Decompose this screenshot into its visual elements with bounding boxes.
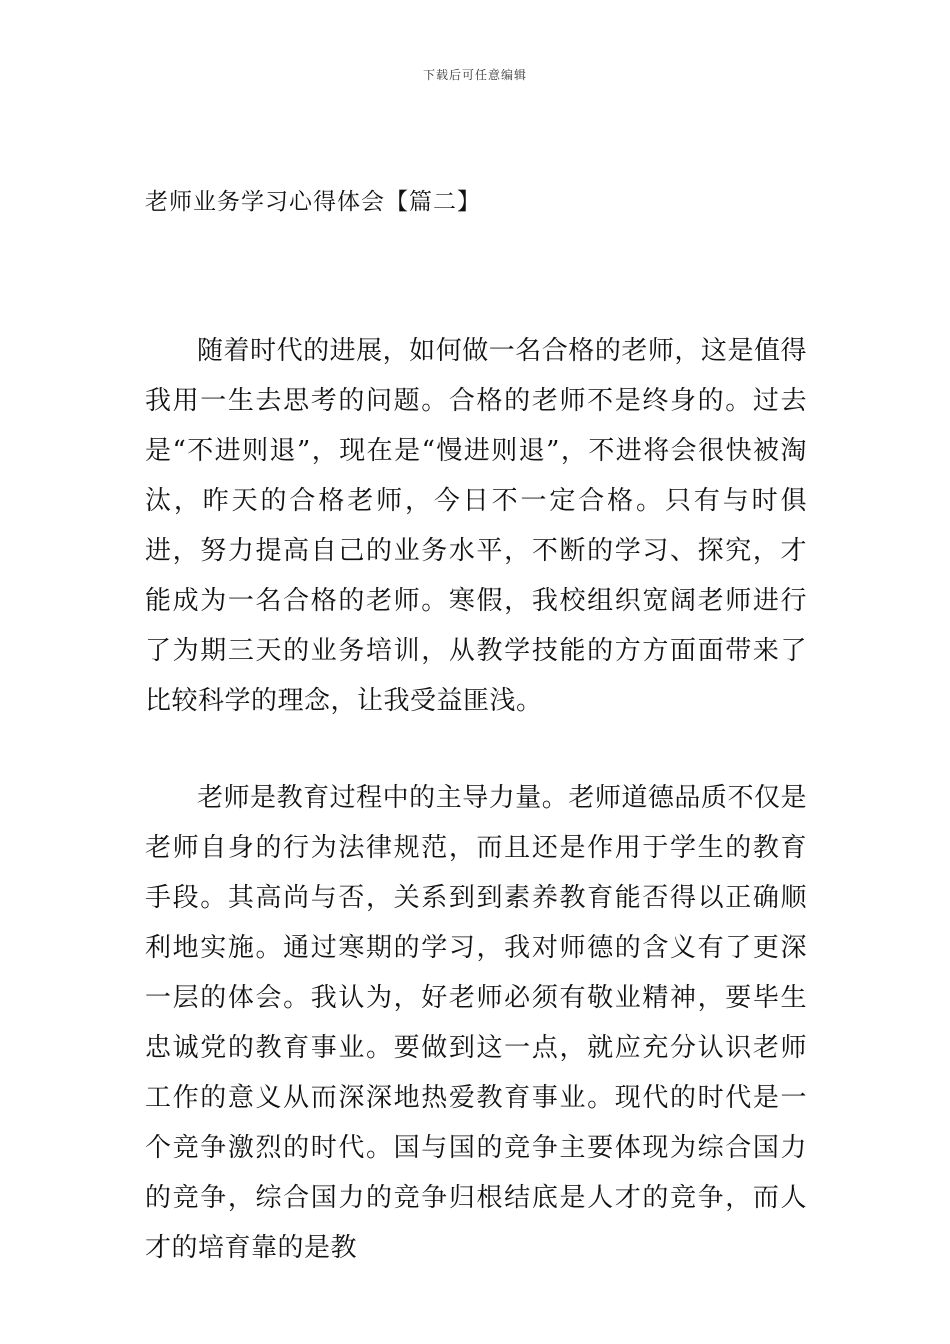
- paragraph-1: 随着时代的进展，如何做一名合格的老师，这是值得我用一生去思考的问题。合格的老师不是终身的。过去是“不进则退”，现在是“慢进则退”，不进将会很快被淘汰，昨天的合格老师，今日不一定合格。只有与时俱进，努力提高自己的业务水平，不断的学习、探究，才能成为一名合格的老师。寒假，我校组织宽阔老师进行了为期三天的业务培训，从教学技能的方方面面带来了比较科学的理念，让我受益匪浅。: [145, 336, 807, 716]
- paragraph-2: 老师是教育过程中的主导力量。老师道德品质不仅是老师自身的行为法律规范，而且还是作用于学生的教育手段。其高尚与否，关系到到素养教育能否得以正确顺利地实施。通过寒期的学习，我对师德的含义有了更深一层的体会。我认为，好老师必须有敬业精神，要毕生忠诚党的教育事业。要做到这一点，就应充分认识老师工作的意义从而深深地热爱教育事业。现代的时代是一个竞争激烈的时代。国与国的竞争主要体现为综合国力的竞争，综合国力的竞争归根结底是人才的竞争，而人才的培育靠的是教: [145, 783, 807, 1263]
- document-title: 老师业务学习心得体会【篇二】: [145, 189, 481, 215]
- header-note: 下载后可任意编辑: [422, 68, 527, 82]
